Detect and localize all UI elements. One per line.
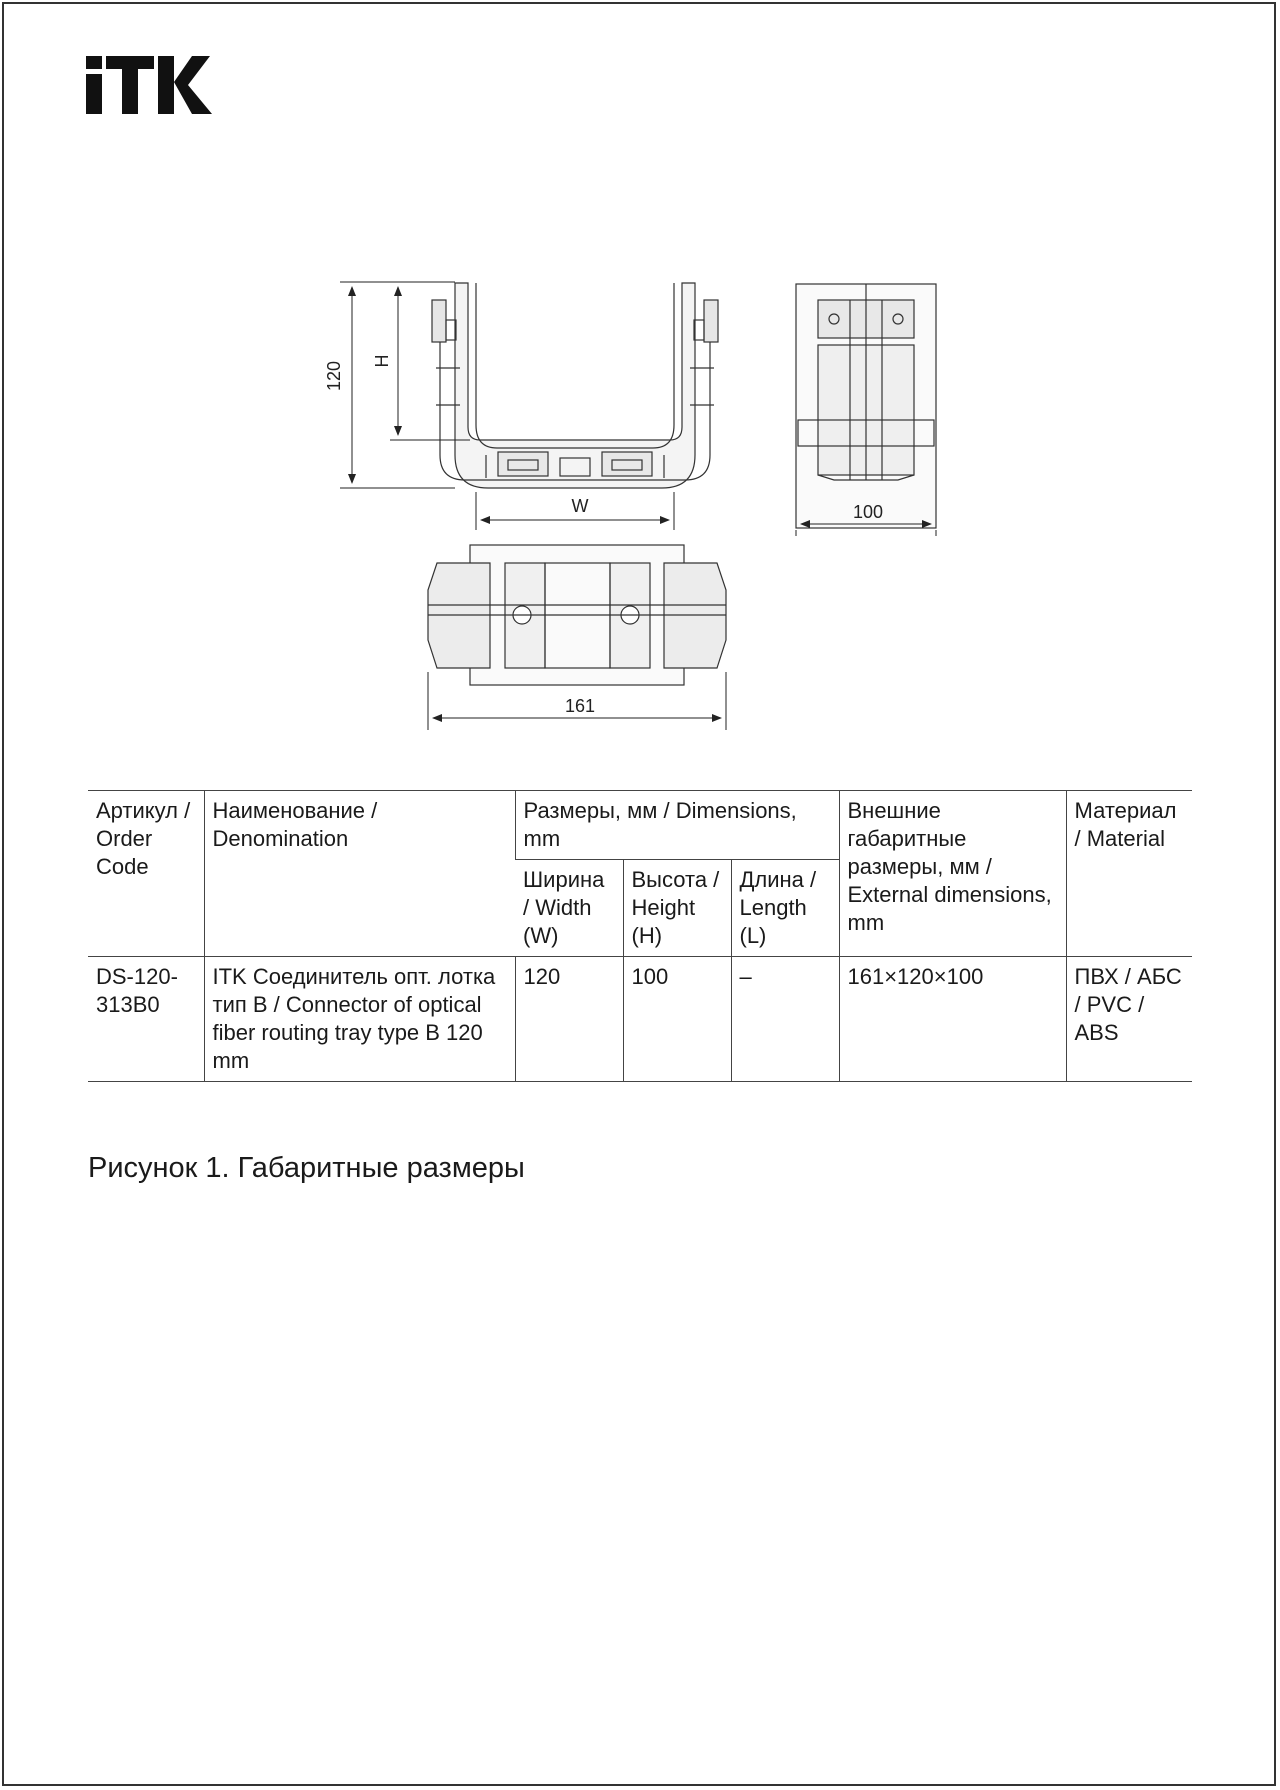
cell-order-code: DS-120-313B0: [88, 957, 204, 1082]
cell-height: 100: [623, 957, 731, 1082]
dim-120-label: 120: [324, 360, 344, 392]
header-height: Высота / Height (H): [623, 860, 731, 957]
header-width: Ширина / Width (W): [515, 860, 623, 957]
dimension-drawing: [0, 0, 1280, 760]
header-material: Материал / Material: [1066, 791, 1192, 957]
cell-denomination: ITK Соединитель опт. лотка тип В / Connector of optical fiber routing tray type B 120 mm: [204, 957, 515, 1082]
header-length: Длина / Length (L): [731, 860, 839, 957]
header-row: [88, 791, 1192, 860]
table-row: [88, 957, 1192, 1082]
figure-caption: Рисунок 1. Габаритные размеры: [88, 1152, 525, 1184]
header-denomination: Наименование / Denomination: [204, 791, 515, 957]
cell-material: ПВХ / АБС / PVC / ABS: [1066, 957, 1192, 1082]
header-order-code: Артикул / Order Code: [88, 791, 204, 957]
dim-w-label: W: [571, 496, 589, 516]
spec-table: [88, 790, 1192, 1082]
front-view: [432, 283, 718, 488]
side-view: [796, 284, 936, 528]
top-view: [428, 545, 726, 685]
cell-width: 120: [515, 957, 623, 1082]
dim-161-label: 161: [564, 696, 596, 716]
header-dimensions: Размеры, мм / Dimensions, mm: [515, 791, 839, 860]
header-external-dimensions: Внешние габаритные размеры, мм / External dimensions, mm: [839, 791, 1066, 957]
cell-external-dimensions: 161×120×100: [839, 957, 1066, 1082]
dim-h-label: H: [372, 354, 392, 368]
dim-100-label: 100: [852, 502, 884, 522]
cell-length: –: [731, 957, 839, 1082]
